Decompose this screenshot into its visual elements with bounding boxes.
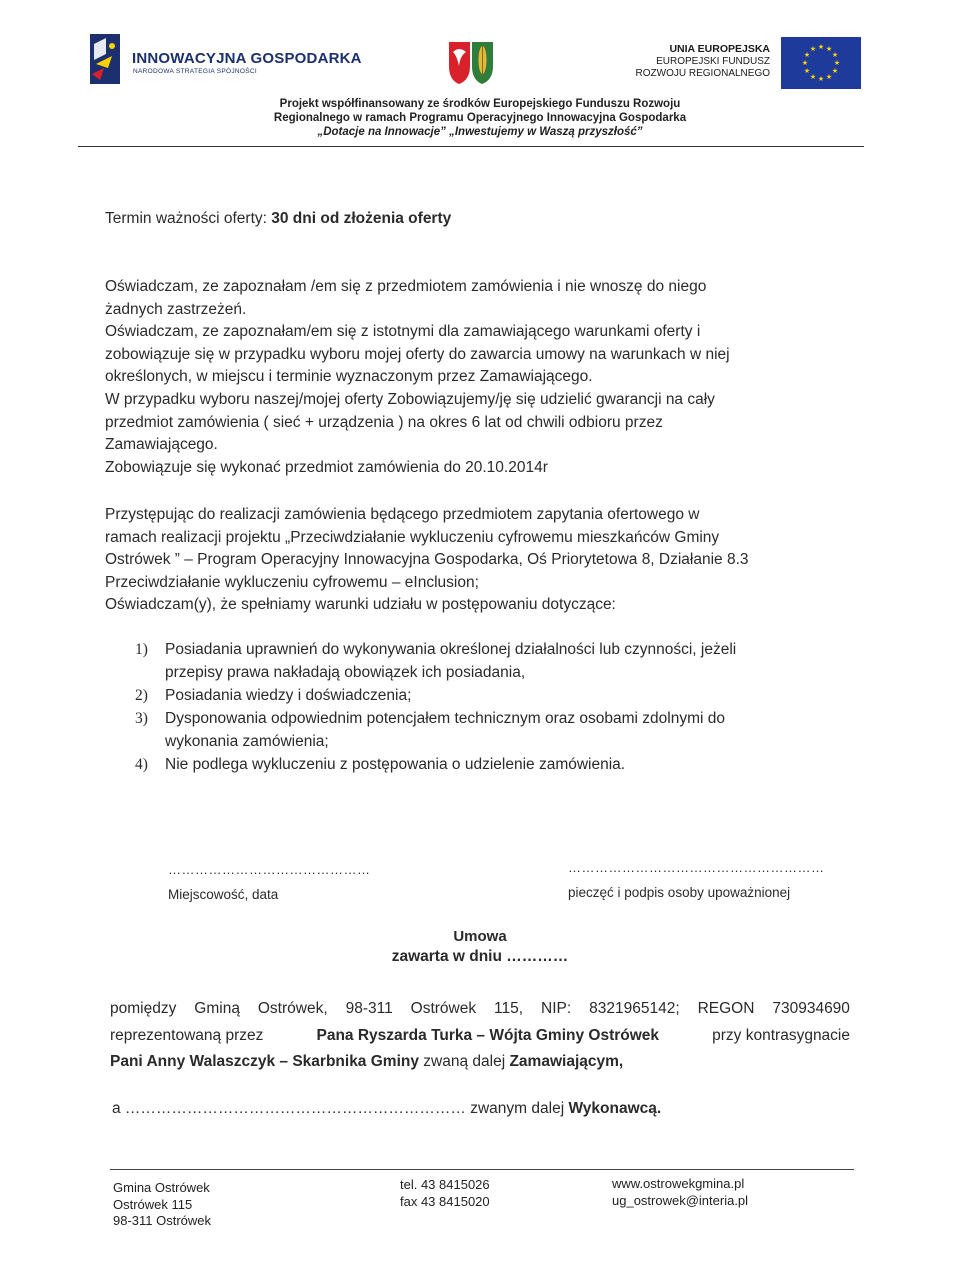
svg-text:★: ★ bbox=[825, 45, 833, 53]
svg-text:★: ★ bbox=[803, 51, 811, 59]
ordering-party: Zamawiającym, bbox=[509, 1053, 624, 1070]
list-item bbox=[135, 684, 736, 707]
municipal-crest-icon bbox=[446, 36, 496, 86]
contract-parties bbox=[110, 996, 850, 1076]
list-item-line: Dysponowania odpowiednim potencjałem technicznym oraz osobami zdolnymi do bbox=[165, 710, 726, 727]
list-item bbox=[135, 707, 736, 753]
contract-word: REGON bbox=[697, 1000, 755, 1017]
paragraph-line: Przeciwdziałanie wykluczeniu cyfrowemu – eInclusion; bbox=[105, 573, 479, 591]
footer-line: Gmina Ostrówek bbox=[113, 1180, 210, 1195]
declaration-line: żadnych zastrzeżeń. bbox=[105, 300, 247, 318]
list-number: 4) bbox=[135, 756, 148, 773]
footer-line: Ostrówek 115 bbox=[113, 1196, 193, 1212]
declaration-line: określonych, w miejscu i terminie wyznaczonym przez Zamawiającego. bbox=[105, 368, 593, 386]
place-date-caption: Miejscowość, data bbox=[168, 887, 279, 902]
footer-email[interactable]: ug_ostrowek@interia.pl bbox=[612, 1192, 749, 1208]
contract-title: Umowa bbox=[453, 928, 507, 945]
list-item bbox=[135, 753, 736, 776]
list-number: 1) bbox=[135, 641, 148, 658]
contract-word: Ostrówek, bbox=[257, 1000, 328, 1017]
svg-text:★: ★ bbox=[817, 43, 825, 51]
list-item-line: wykonania zamówienia; bbox=[165, 733, 329, 750]
validity-value: 30 dni od złożenia oferty bbox=[271, 210, 452, 227]
called-label: zwaną dalej bbox=[418, 1053, 510, 1070]
contract-word: 115, bbox=[494, 1000, 524, 1017]
program-title: INNOWACYJNA GOSPODARKA bbox=[132, 50, 362, 67]
contractor-prefix: a ………………………………………………………… zwanym dalej bbox=[112, 1100, 569, 1117]
project-line-1: Projekt współfinansowany ze środków Europejskiego Funduszu Rozwoju bbox=[279, 98, 681, 110]
eu-caption bbox=[636, 43, 770, 80]
eu-flag-icon bbox=[781, 37, 861, 89]
contract-line-2 bbox=[110, 1023, 850, 1050]
list-item bbox=[135, 638, 736, 684]
validity-label: Termin ważności oferty: bbox=[105, 210, 272, 227]
project-line-2: Regionalnego w ramach Programu Operacyjnego Innowacyjna Gospodarka bbox=[273, 112, 687, 124]
declaration-line: Oświadczam, ze zapoznałam/em się z istotnymi dla zamawiającego warunkami oferty i bbox=[105, 323, 701, 341]
declaration-line: Zamawiającego. bbox=[105, 436, 218, 454]
list-item-line: Posiadania uprawnień do wykonywania określonej działalności lub czynności, jeżeli bbox=[165, 641, 737, 658]
contract-date-line: zawarta w dniu ………… bbox=[391, 948, 569, 965]
contract-word: 730934690 bbox=[772, 1000, 850, 1017]
declarations bbox=[105, 276, 730, 479]
contract-word: 98-311 bbox=[345, 1000, 393, 1017]
project-banner bbox=[100, 97, 860, 139]
svg-text:★: ★ bbox=[831, 51, 839, 59]
declaration-line: Zobowiązuje się wykonać przedmiot zamówienia do 20.10.2014r bbox=[105, 458, 548, 476]
footer-address bbox=[113, 1180, 211, 1230]
paragraph-line: ramach realizacji projektu „Przeciwdziałanie wykluczeniu cyfrowemu mieszkańców Gminy bbox=[105, 528, 720, 546]
eu-line-1: UNIA EUROPEJSKA bbox=[669, 43, 770, 55]
list-number: 2) bbox=[135, 687, 148, 704]
svg-text:★: ★ bbox=[801, 59, 809, 67]
project-paragraph bbox=[105, 504, 749, 617]
contract-word: pomiędzy bbox=[110, 1000, 177, 1017]
signature-line: ………………………………………………… bbox=[568, 860, 825, 875]
contractor-label: Wykonawcą. bbox=[568, 1100, 662, 1117]
footer-divider bbox=[110, 1169, 854, 1170]
eu-line-3: ROZWOJU REGIONALNEGO bbox=[635, 68, 770, 79]
header-divider bbox=[78, 146, 864, 147]
svg-text:★: ★ bbox=[809, 45, 817, 53]
signature-caption: pieczęć i podpis osoby upoważnionej bbox=[568, 885, 791, 900]
conditions-list bbox=[135, 638, 736, 776]
list-item-line: Nie podlega wykluczeniu z postępowania o udzielenie zamówienia. bbox=[165, 756, 626, 773]
svg-text:★: ★ bbox=[833, 59, 841, 67]
declaration-line: zobowiązuje się w przypadku wyboru mojej oferty do zawarcia umowy na warunkach w niej bbox=[105, 345, 730, 363]
footer-line: 98-311 Ostrówek bbox=[113, 1213, 212, 1228]
svg-text:★: ★ bbox=[803, 67, 811, 75]
footer-web bbox=[612, 1176, 748, 1209]
place-date-line: ……………………………………… bbox=[168, 862, 371, 877]
program-subtitle: NARODOWA STRATEGIA SPÓJNOŚCI bbox=[133, 68, 257, 75]
svg-text:★: ★ bbox=[831, 67, 839, 75]
contract-word: 8321965142; bbox=[589, 1000, 680, 1017]
eu-line-2: EUROPEJSKI FUNDUSZ bbox=[656, 56, 770, 67]
contract-word: NIP: bbox=[541, 1000, 572, 1017]
footer-phone bbox=[400, 1177, 490, 1210]
declaration-line: przedmiot zamówienia ( sieć + urządzenia ) na okres 6 lat od chwili odbioru przez bbox=[105, 413, 663, 431]
declaration-line: W przypadku wyboru naszej/mojej oferty Zobowiązujemy/ję się udzielić gwarancji na cały bbox=[105, 390, 715, 408]
svg-text:★: ★ bbox=[825, 73, 833, 81]
contract-line-3 bbox=[110, 1049, 850, 1076]
footer-line: tel. 43 8415026 bbox=[400, 1177, 490, 1192]
footer-line: fax 43 8415020 bbox=[400, 1193, 490, 1209]
offer-validity bbox=[105, 208, 451, 231]
list-item-line: przepisy prawa nakładają obowiązek ich posiadania, bbox=[165, 664, 526, 681]
project-line-3: „Dotacje na Innowacje” „Inwestujemy w Waszą przyszłość” bbox=[317, 126, 643, 138]
paragraph-line: Przystępując do realizacji zamówienia będącego przedmiotem zapytania ofertowego w bbox=[105, 506, 700, 523]
innowacyjna-gospodarka-logo-icon bbox=[90, 34, 120, 84]
footer-link[interactable]: www.ostrowekgmina.pl bbox=[612, 1176, 745, 1191]
contract-word: Gminą bbox=[194, 1000, 240, 1017]
svg-text:★: ★ bbox=[817, 75, 825, 83]
paragraph-line: Ostrówek ” – Program Operacyjny Innowacyjna Gospodarka, Oś Priorytetowa 8, Działanie 8.3 bbox=[105, 551, 749, 569]
countersign-label: przy kontrasygnacie bbox=[707, 1026, 850, 1044]
mayor-name: Pana Ryszarda Turka – Wójta Gminy Ostrówek bbox=[316, 1026, 660, 1044]
contractor-line bbox=[112, 1100, 661, 1118]
paragraph-line: Oświadczam(y), że spełniamy warunki udziału w postępowaniu dotyczące: bbox=[105, 596, 616, 614]
contract-word: Ostrówek bbox=[410, 1000, 477, 1017]
list-item-line: Posiadania wiedzy i doświadczenia; bbox=[165, 687, 412, 704]
treasurer-name: Pani Anny Walaszczyk – Skarbnika Gminy bbox=[110, 1053, 419, 1070]
represented-by: reprezentowaną przez bbox=[110, 1026, 268, 1044]
contract-line-1 bbox=[110, 996, 850, 1023]
declaration-line: Oświadczam, ze zapoznałam /em się z przedmiotem zamówienia i nie wnoszę do niego bbox=[105, 278, 707, 295]
svg-text:★: ★ bbox=[809, 73, 817, 81]
list-number: 3) bbox=[135, 710, 148, 727]
